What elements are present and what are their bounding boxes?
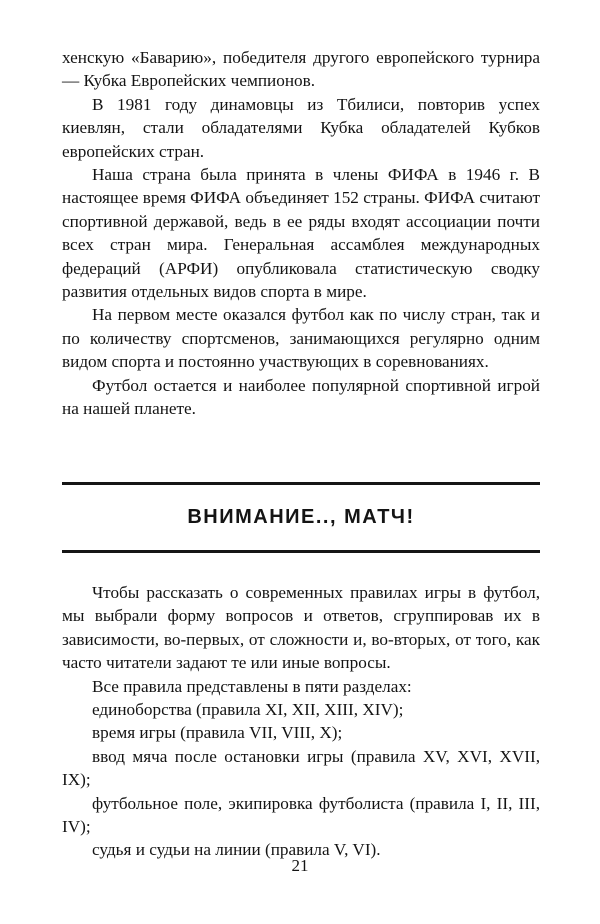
page-number: 21 xyxy=(291,856,309,875)
paragraph-continuation: хенскую «Баварию», победителя другого европейского турнира — Кубка Европейских чемпионов. xyxy=(62,48,540,91)
section-item-3: ввод мяча после остановки игры (правила XV, XVI, XVII, IX); xyxy=(62,746,540,790)
bottom-section xyxy=(62,581,540,862)
sections-lead: Все правила представлены в пяти разделах: xyxy=(92,676,412,696)
section-item-2: время игры (правила VII, VIII, X); xyxy=(92,723,343,743)
top-divider xyxy=(62,482,540,485)
paragraph-popular: Футбол остается и наиболее популярной спортивной игрой на нашей планете. xyxy=(62,375,540,419)
section-title: ВНИМАНИЕ.., МАТЧ! xyxy=(187,506,415,528)
intro-paragraph: Чтобы рассказать о современных правилах игры в футбол, мы выбрали форму вопросов и ответов, сгруппировав их в зависимости, во-первых, от сложности и, во-вторых, от того, как часто читатели задают те или иные вопросы. xyxy=(62,583,540,673)
paragraph-tbilisi: В 1981 году динамовцы из Тбилиси, повторив успех киевлян, стали обладателями Кубка обладателей Кубков европейских стран. xyxy=(62,94,540,161)
paragraph-fifa: Наша страна была принята в члены ФИФА в 1946 г. В настоящее время ФИФА объединяет 152 страны. ФИФА считают спортивной державой, ведь в ее ряды входят ассоциации почти всех стран мира. Генеральная ассамблея международных федераций (АРФИ) опубликовала статистическую сводку развития отдельных видов спорта в мире. xyxy=(62,165,540,302)
top-section xyxy=(62,46,540,421)
paragraph-first-place: На первом месте оказался футбол как по числу стран, так и по количеству спортсменов, занимающихся регулярно одним видом спорта и постоянно участвующих в соревнованиях. xyxy=(62,305,540,372)
section-item-1: единоборства (правила XI, XII, XIII, XIV); xyxy=(92,700,404,720)
section-item-5: судья и судьи на линии (правила V, VI). xyxy=(92,840,381,860)
bottom-divider xyxy=(62,550,540,553)
section-item-4: футбольное поле, экипировка футболиста (правила I, II, III, IV); xyxy=(62,793,540,837)
